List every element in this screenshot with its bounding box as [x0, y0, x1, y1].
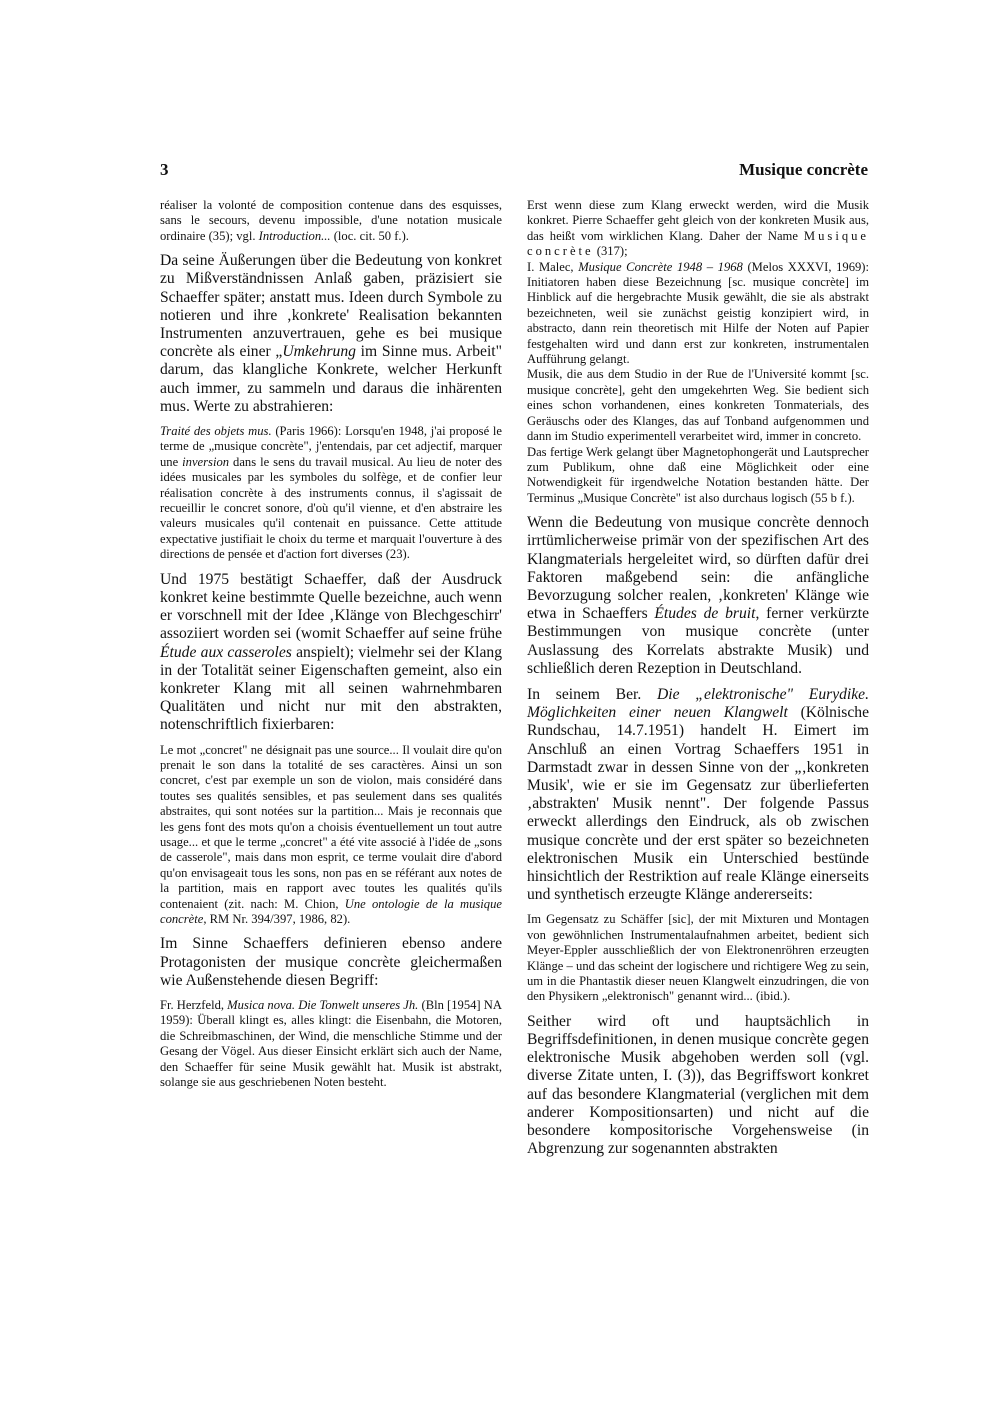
left-quote-continuation: réaliser la volonté de composition contenue dans des esquisses, sans le secours, devenu impossible, d'une notation musicale ordinaire (35); vgl. Introduction... (loc. cit. 50 f.). — [160, 198, 502, 243]
right-column — [527, 198, 869, 1166]
quote-malec-studio: Musik, die aus dem Studio in der Rue de l'Université kommt [sc. musique concrète], geht den umgekehrten Weg. Sie bedient sich eines schon vorhandenen, eines konkreten Tonmaterials, des Geräuschs oder des Klanges, das auf Tonband aufgenommen und dann im Studio experimentell verarbeitet wird, immer in concreto. — [527, 367, 869, 444]
paragraph-eimert: In seinem Ber. Die „elektronische" Eurydike. Möglichkeiten einer neuen Klangwelt (Kölnische Rundschau, 14.7.1951) handelt H. Eimert im Anschluß an einen Vortrag Schaeffers 1951 in Darmstadt zwar in dessen Sinne von der „‚konkreten Musik', wie er sie im Gegensatz zur überlieferten ‚abstrakten' Musik nennt". Der folgende Passus erweckt allerdings den Eindruck, als ob zwischen musique concrète und der erst später so bezeichneten elektronischen Musik ein Unterschied bestünde hinsichtlich der Restriktion auf reale Klänge einerseits und synthetisch erzeugte Klänge andererseits: — [527, 685, 869, 904]
paragraph-seither: Seither wird oft und hauptsächlich in Begriffsdefinitionen, in denen musique concrète gegen elektronische Musik abgehoben werden soll (vgl. diverse Zitate unten, I. (3)), das Begriffswort konkret auf das besondere Klangmaterial (verglichen mit dem anderer Kompositionsarten) und nicht auf die besondere kompositorische Vorgehensweise (in Abgrenzung zur sogenannten abstrakten — [527, 1012, 869, 1158]
quote-herzfeld-continuation: Erst wenn diese zum Klang erweckt werden, wird die Musik konkret. Pierre Schaeffer geht gleich von der konkreten Musik aus, das heißt vom wirklichen Klang. Daher der Name Musique concrète (317); — [527, 198, 869, 259]
quote-traite-des-objets: Traité des objets mus. (Paris 1966): Lorsqu'en 1948, j'ai proposé le terme de „musique concrète", j'entendais, par cet adjectif, marquer une inversion dans le sens du travail musical. Au lieu de noter des idées musicales par les symboles du solfège, et de confier leur réalisation concrète à des instruments connus, il s'agissait de recueillir le concret sonore, d'où qu'il vienne, et d'en abstraire les valeurs musicales qu'il contenait en puissance. Cette attitude expectative justifiait le choix du terme et marquait l'ouverture à des directions de pensée et d'action fort diverses (23). — [160, 424, 502, 562]
paragraph-1975: Und 1975 bestätigt Schaeffer, daß der Ausdruck konkret keine bestimmte Quelle bezeichne, auch wenn er vorschnell mit der Idee ‚Klänge von Blechgeschirr' assoziiert worden sei (womit Schaeffer auf seine frühe Étude aux casseroles anspielt); vielmehr sei der Klang in der Totalität seiner Eigenschaften gemeint, also ein konkreter Klang mit all seinen wahrnehmbaren Qualitäten und nicht nur mit den abstrakten, notenschriftlich fixierbaren: — [160, 570, 502, 734]
quote-malec-werk: Das fertige Werk gelangt über Magnetophongerät und Lautsprecher zum Publikum, ohne daß eine Möglichkeit oder eine Notwendigkeit für irgendwelche Notation bestanden hätte. Der Terminus „Musique Concrète" ist also durchaus logisch (55 b f.). — [527, 444, 869, 505]
page-header — [160, 160, 868, 190]
quote-malec: I. Malec, Musique Concrète 1948 – 1968 (Melos XXXVI, 1969): Initiatoren haben diese Bezeichnung [sc. musique concrète] im Hinblick auf die hergebrachte Musik gewählt, die sie als abstrakt bezeichneten, weil sie zunächst geistig konzipiert wird, in abstracto, dann rein theoretisch mit Hilfe der Noten auf Papier festgehalten wird und dann erst zur konkreten, instrumentalen Aufführung gelangt. — [527, 259, 869, 367]
paragraph-drei-faktoren: Wenn die Bedeutung von musique concrète dennoch irrtümlicherweise primär von der spezifischen Art des Klangmaterials hergeleitet wird, so dürften dafür drei Faktoren maßgebend sein: die anfängliche Bevorzugung solcher realen, ‚konkreten' Klänge wie etwa in Schaeffers Études de bruit, ferner verkürzte Bestimmungen von musique concrète (unter Auslassung des Korrelats abstrakte Musik) und schließlich deren Rezeption in Deutschland. — [527, 514, 869, 677]
paragraph-protagonisten: Im Sinne Schaeffers definieren ebenso andere Protagonisten der musique concrète gleichermaßen wie Außenstehende diesen Begriff: — [160, 935, 502, 989]
running-title: Musique concrète — [739, 160, 868, 179]
page-number: 3 — [160, 160, 169, 179]
left-column — [160, 198, 502, 1098]
quote-le-mot-concret: Le mot „concret" ne désignait pas une source... Il voulait dire qu'on prenait le son dans la totalité de ses caractères. Ainsi un son concret, c'est par exemple un son de violon, mais considéré dans toutes ses qualités sensibles, et pas seulement dans ses qualités abstraites, qui sont notées sur la partition... Mais je reconnais que les gens font des mots qu'on a choisis éventuellement un tout autre usage... et que le terme „concret" a été vite associé à l'idée de „sons de casserole", mais dans mon esprit, ce terme voulait dire d'abord qu'on envisageait tous les sons, non pas en se référant aux notes de la partition, mais en rapport avec toutes les qualités qu'ils contenaient (zit. nach: M. Chion, Une ontologie de la musique concrète, RM Nr. 394/397, 1986, 82). — [160, 742, 502, 926]
quote-herzfeld: Fr. Herzfeld, Musica nova. Die Tonwelt unseres Jh. (Bln [1954] NA 1959): Überall klingt es, alles klingt: die Eisenbahn, die Motoren, die Schreibmaschinen, der Wind, die menschliche Stimme und der Gesang der Vögel. Aus dieser Einsicht erklärt sich auch der Name, den Schaeffer für seine Musik gewählt hat. Musik ist abstrakt, solange sie aus geschriebenen Noten besteht. — [160, 998, 502, 1090]
quote-eimert: Im Gegensatz zu Schäffer [sic], der mit Mixturen und Montagen von gewöhnlichen Instrumentalaufnahmen arbeitet, bedient sich Meyer-Eppler ausschließlich der von Elektronenröhren erzeugten Klänge – und das scheint der logischere und richtigere Weg zu sein, um in die Phantastik dieser neuen Klangwelt einzudringen, die von den Physikern „elektronisch" genannt wird... (ibid.). — [527, 912, 869, 1004]
paragraph-umkehrung: Da seine Äußerungen über die Bedeutung von konkret zu Mißverständnissen Anlaß gaben, präzisiert sie Schaeffer später; anstatt mus. Ideen durch Symbole zu notieren und ihre ‚konkrete' Realisation bekannten Instrumenten anzuvertrauen, gehe es bei musique concrète als einer „Umkehrung im Sinne mus. Arbeit" darum, das klangliche Konkrete, welcher Herkunft auch immer, zu sammeln und daraus die inhärenten mus. Werte zu abstrahieren: — [160, 252, 502, 415]
